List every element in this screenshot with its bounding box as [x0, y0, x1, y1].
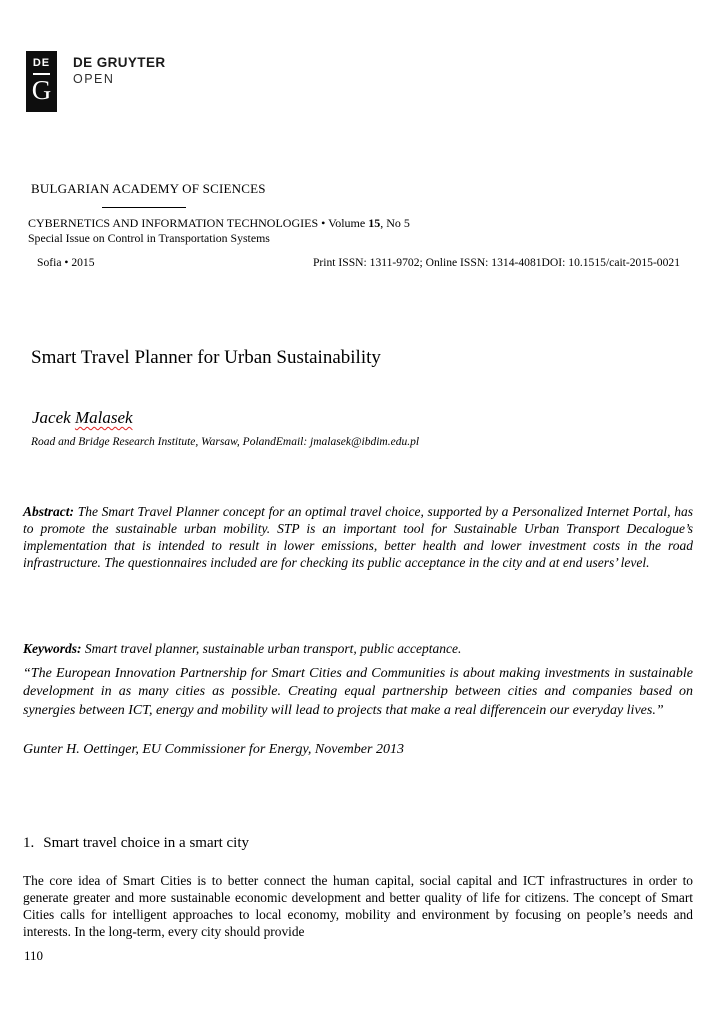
section-title: Smart travel choice in a smart city	[43, 835, 250, 851]
body-paragraph: The core idea of Smart Cities is to better connect the human capital, social capital and ICT infrastructures in order to generate greater and more sustainable economic development and better quality of life for citizens. The concept of Smart Cities calls for intelligent approaches to local economy, mobility and environment by focusing on people’s needs and interests. In the long-term, every city should provide	[23, 873, 693, 940]
special-issue-line: Special Issue on Control in Transportation Systems	[28, 231, 270, 245]
publisher-name: DE GRUYTER	[73, 55, 166, 70]
journal-volume: 15	[368, 216, 381, 230]
epigraph-quote: “The European Innovation Partnership for Smart Cities and Communities is about making investments in sustainable development in as many cities as possible. Creating equal partnership between cities and companies based on synergies between ICT, energy and mobility will lead to projects that make a real differencein our everyday lives.”	[23, 666, 693, 718]
abstract-label: Abstract:	[23, 504, 78, 519]
section-number: 1.	[23, 835, 35, 851]
keywords-line	[23, 641, 461, 657]
issn-doi: Print ISSN: 1311-9702; Online ISSN: 1314-4081DOI: 10.1515/cait-2015-0021	[312, 256, 680, 269]
author-affiliation: Road and Bridge Research Institute, Warsaw, PolandEmail: jmalasek@ibdim.edu.pl	[31, 436, 420, 448]
city-year: Sofia • 2015	[37, 256, 95, 269]
logo-de-text: DE	[32, 57, 51, 69]
abstract-paragraph	[23, 504, 693, 572]
publisher-program: OPEN	[73, 71, 115, 86]
publisher-wordmark	[73, 51, 166, 87]
abstract-text: The Smart Travel Planner concept for an optimal travel choice, supported by a Personalized Internet Portal, has to promote the sustainable urban mobility. STP is an important tool for Sustainable Urban Transport Decalogue’s implementation that is intended to result in lower emissions, better health and lower investment costs in the road infrastructure. The questionnaires included are for checking its public acceptance in the city and at end users’ level.	[23, 504, 693, 570]
author-last-name: Malasek	[74, 408, 133, 427]
page-number: 110	[24, 948, 44, 963]
logo-g-text: G	[31, 75, 52, 105]
journal-title: CYBERNETICS AND INFORMATION TECHNOLOGIES • Volume	[28, 216, 369, 230]
de-gruyter-logo-icon	[26, 51, 57, 112]
academy-name: BULGARIAN ACADEMY OF SCIENCES	[31, 181, 266, 196]
article-title: Smart Travel Planner for Urban Sustainability	[31, 347, 381, 368]
keywords-label: Keywords:	[23, 641, 85, 656]
author-name	[32, 408, 133, 428]
journal-issue: , No 5	[380, 216, 410, 230]
masthead-rule	[102, 207, 186, 208]
journal-title-line	[28, 216, 410, 231]
author-first-name: Jacek	[32, 408, 75, 427]
section-heading	[23, 835, 249, 852]
quote-attribution: Gunter H. Oettinger, EU Commissioner for Energy, November 2013	[23, 742, 404, 757]
publisher-logo	[26, 51, 166, 112]
keywords-text: Smart travel planner, sustainable urban transport, public acceptance.	[84, 641, 462, 656]
issue-info-row	[37, 256, 680, 269]
